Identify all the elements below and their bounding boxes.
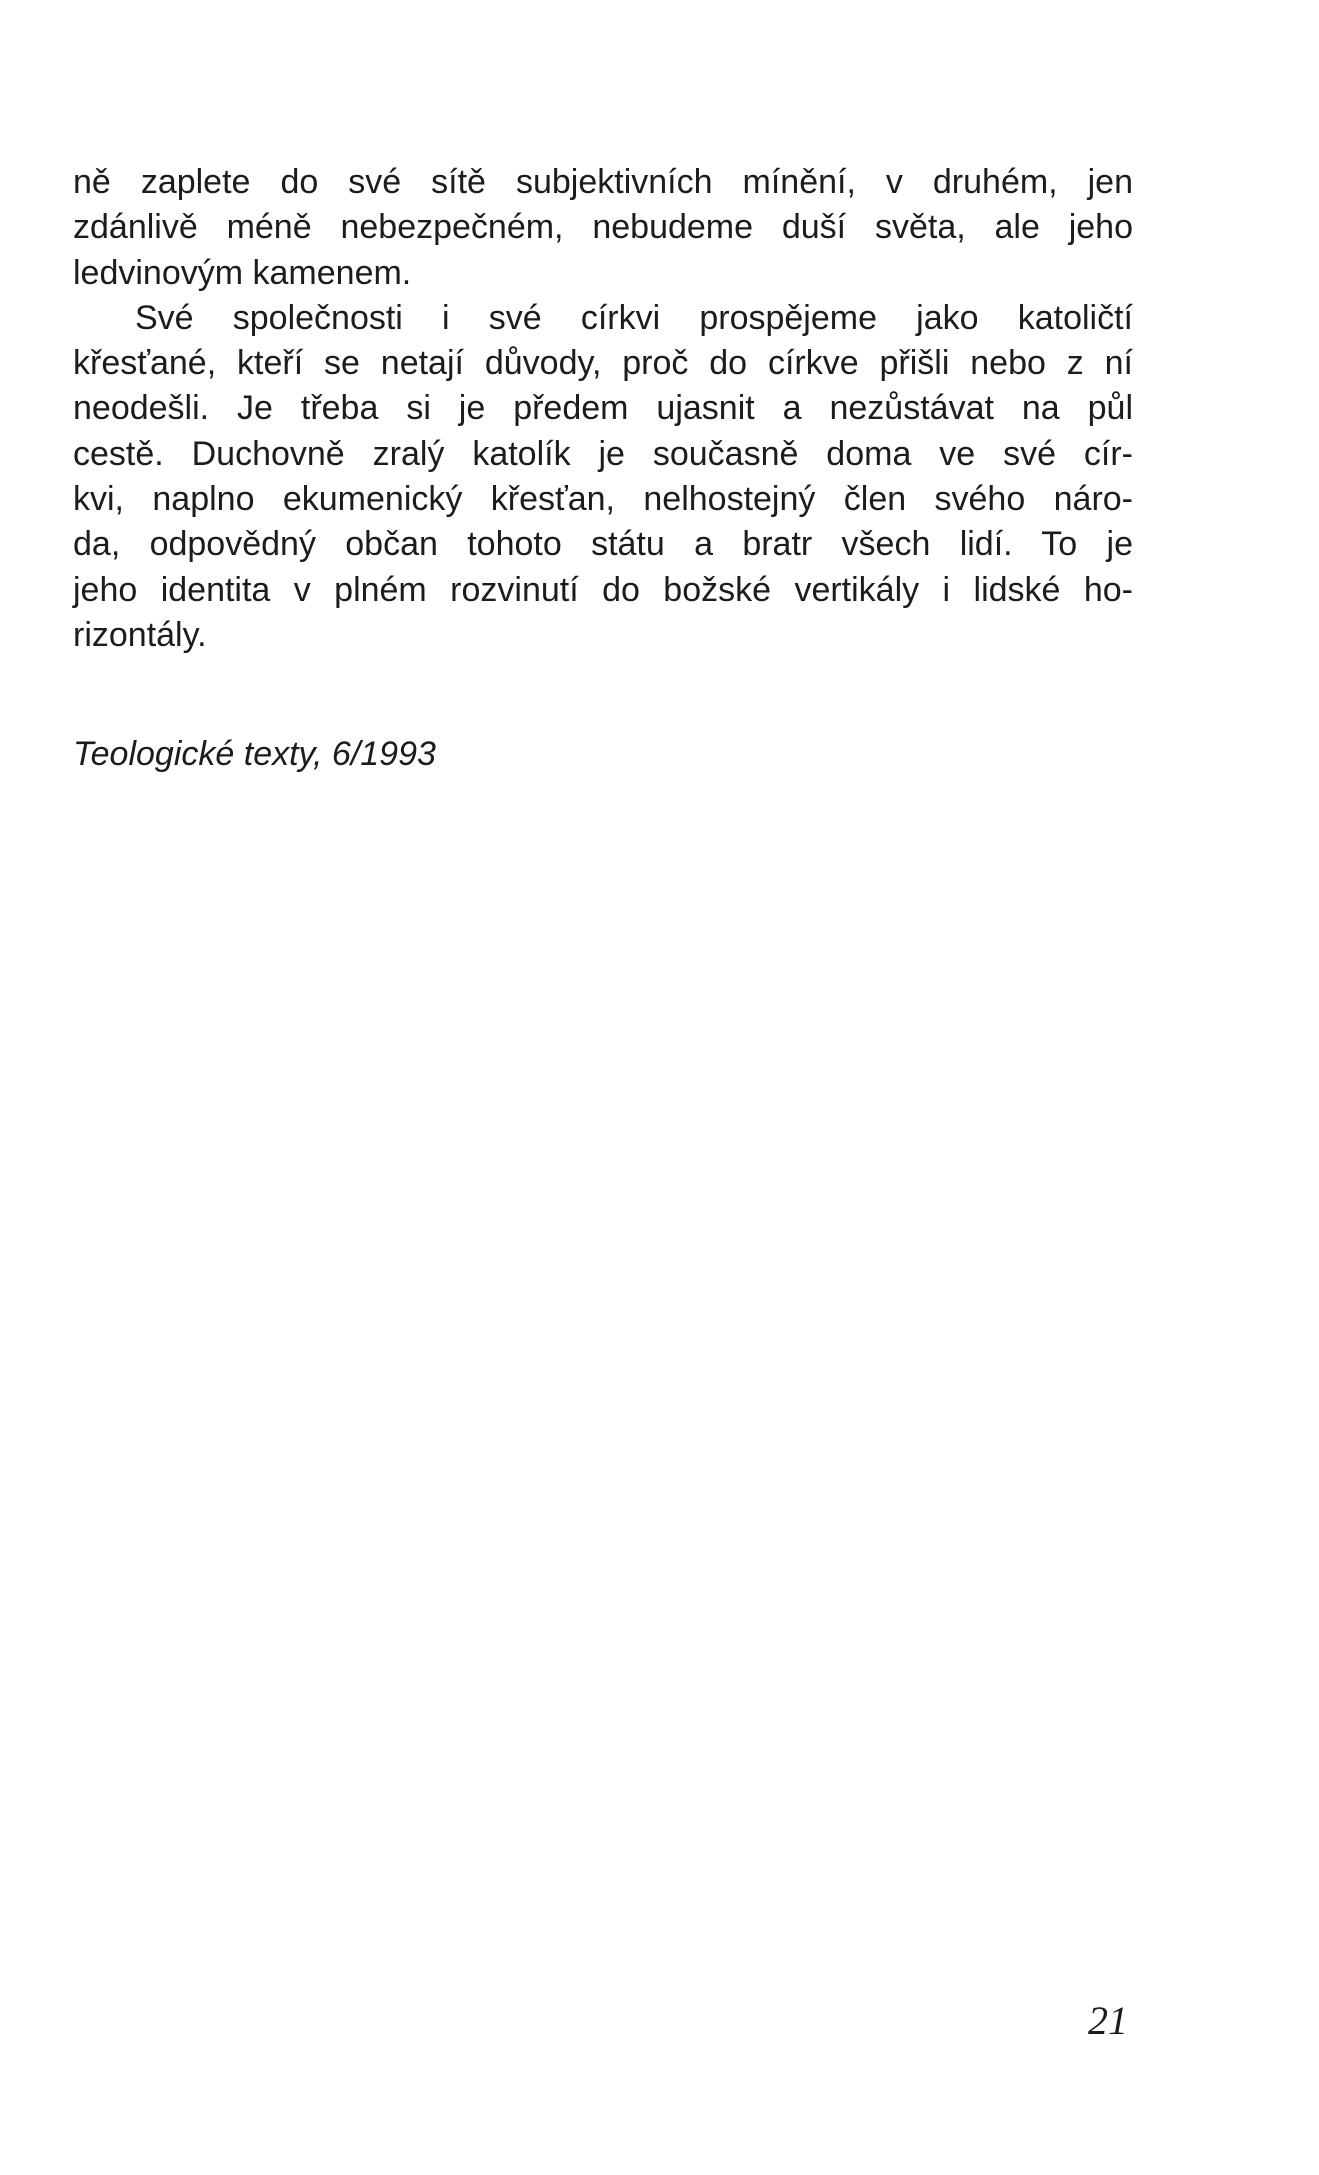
source-citation: Teologické texty, 6/1993 <box>73 735 436 773</box>
body-line: zdánlivě méně nebezpečném, nebudeme duší světa, ale jeho <box>73 208 1133 247</box>
body-line: cestě. Duchovně zralý katolík je současně doma ve své cír- <box>73 434 1133 473</box>
body-line: Své společnosti i své církvi prospějeme jako katoličtí <box>135 298 1133 337</box>
body-line: jeho identita v plném rozvinutí do božské vertikály i lidské ho- <box>73 570 1133 609</box>
body-line: kvi, naplno ekumenický křesťan, nelhostejný člen svého náro- <box>73 480 1133 519</box>
body-line: neodešli. Je třeba si je předem ujasnit a nezůstávat na půl <box>73 389 1133 428</box>
body-line: ně zaplete do své sítě subjektivních mínění, v druhém, jen <box>73 163 1133 201</box>
body-line: ledvinovým kamenem. <box>73 253 412 292</box>
body-text <box>73 160 1133 658</box>
body-line: křesťané, kteří se netají důvody, proč do církve přišli nebo z ní <box>73 344 1133 383</box>
body-line: rizontály. <box>73 615 207 654</box>
page-number: 21 <box>1088 1998 1128 2043</box>
body-line: da, odpovědný občan tohoto státu a bratr všech lidí. To je <box>73 525 1133 564</box>
